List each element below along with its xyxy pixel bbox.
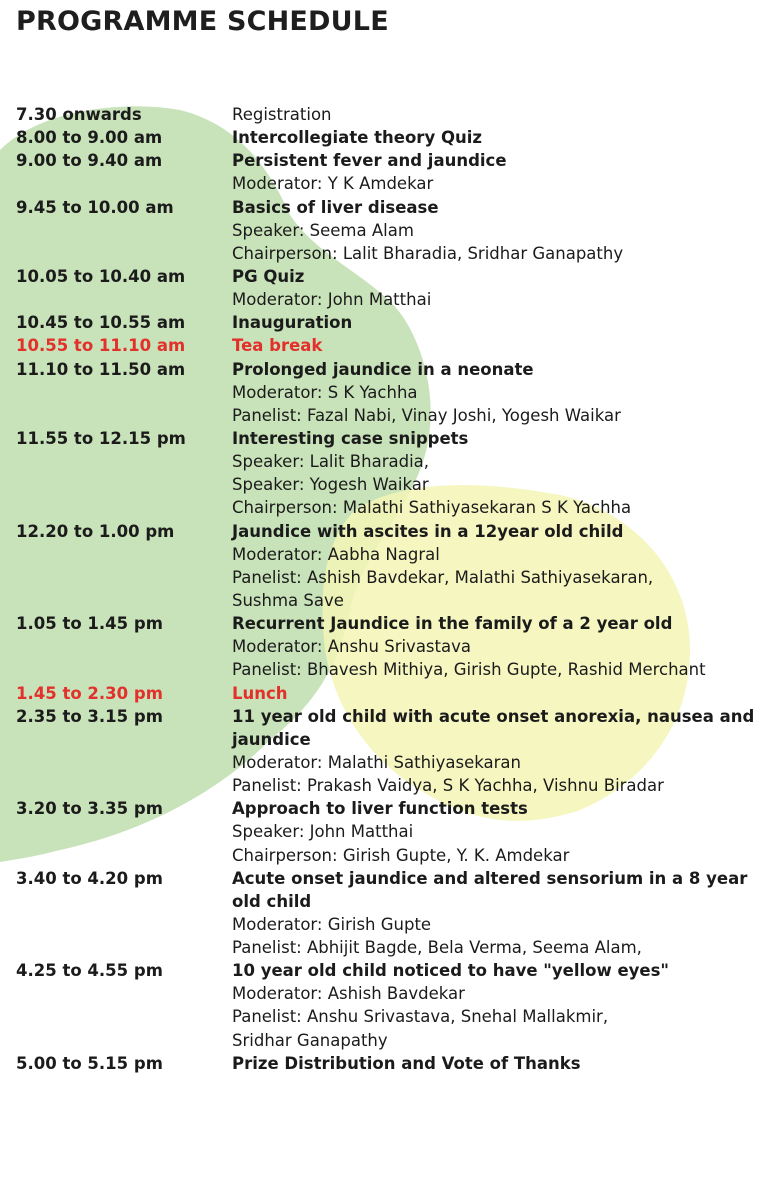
session-detail: Chairperson: Malathi Sathiyasekaran S K Yachha	[232, 498, 632, 518]
time-spacer	[0, 381, 232, 404]
schedule-item	[0, 126, 777, 149]
session-detail: Panelist: Ashish Bavdekar, Malathi Sathiyasekaran,	[232, 567, 654, 587]
schedule-time: 3.20 to 3.35 pm	[16, 799, 163, 819]
schedule-time: 9.45 to 10.00 am	[16, 197, 174, 217]
time-spacer	[0, 913, 232, 936]
time-spacer	[0, 450, 232, 473]
session-title: Registration	[232, 105, 332, 124]
time-spacer	[0, 288, 232, 311]
session-detail: Chairperson: Lalit Bharadia, Sridhar Ganapathy	[232, 243, 624, 263]
session-title: 11 year old child with acute onset anorexia, nausea and	[232, 706, 755, 726]
session-detail: Speaker: Yogesh Waikar	[232, 475, 429, 495]
schedule-item	[0, 959, 777, 1052]
time-spacer	[0, 751, 232, 774]
session-detail: Panelist: Prakash Vaidya, S K Yachha, Vishnu Biradar	[232, 776, 664, 796]
time-spacer	[0, 172, 232, 195]
session-title: Prize Distribution and Vote of Thanks	[232, 1053, 581, 1073]
session-detail: Moderator: Y K Amdekar	[232, 174, 434, 194]
schedule-item	[0, 520, 777, 613]
time-spacer	[0, 658, 232, 681]
time-spacer	[0, 774, 232, 797]
schedule-item	[0, 334, 777, 357]
time-spacer	[0, 219, 232, 242]
schedule-item	[0, 311, 777, 334]
time-spacer	[0, 635, 232, 658]
session-title: Persistent fever and jaundice	[232, 151, 507, 171]
schedule-time: 10.55 to 11.10 am	[16, 336, 186, 356]
session-detail: Sridhar Ganapathy	[232, 1030, 388, 1050]
session-title: Inauguration	[232, 313, 353, 333]
session-title: Recurrent Jaundice in the family of a 2 year old	[232, 614, 673, 634]
schedule-time: 10.05 to 10.40 am	[16, 266, 186, 286]
time-spacer	[0, 728, 232, 751]
session-detail: Panelist: Bhavesh Mithiya, Girish Gupte, Rashid Merchant	[232, 660, 706, 680]
time-spacer	[0, 242, 232, 265]
schedule-item	[0, 705, 777, 798]
schedule-time: 10.45 to 10.55 am	[16, 313, 186, 333]
session-detail: Panelist: Abhijit Bagde, Bela Verma, Seema Alam,	[232, 938, 642, 958]
session-detail: Moderator: Ashish Bavdekar	[232, 984, 465, 1004]
time-spacer	[0, 936, 232, 959]
session-detail: Moderator: Aabha Nagral	[232, 544, 440, 564]
schedule-item	[0, 358, 777, 427]
schedule-time: 8.00 to 9.00 am	[16, 128, 163, 148]
session-title: Interesting case snippets	[232, 428, 469, 448]
schedule-time: 1.05 to 1.45 pm	[16, 614, 163, 634]
time-spacer	[0, 1005, 232, 1028]
time-spacer	[0, 820, 232, 843]
schedule-item	[0, 196, 777, 265]
schedule-item	[0, 797, 777, 866]
time-spacer	[0, 844, 232, 867]
session-title: Jaundice with ascites in a 12year old child	[232, 521, 624, 541]
session-title: Intercollegiate theory Quiz	[232, 128, 482, 148]
schedule-item	[0, 867, 777, 960]
schedule-time: 11.10 to 11.50 am	[16, 359, 186, 379]
schedule-time: 9.00 to 9.40 am	[16, 151, 163, 171]
schedule-time: 2.35 to 3.15 pm	[16, 706, 163, 726]
session-detail: Sushma Save	[232, 590, 344, 610]
session-title: Acute onset jaundice and altered sensorium in a 8 year	[232, 868, 748, 888]
session-title: Lunch	[232, 683, 288, 703]
time-spacer	[0, 1029, 232, 1052]
time-spacer	[0, 890, 232, 913]
session-detail: Panelist: Fazal Nabi, Vinay Joshi, Yogesh Waikar	[232, 405, 621, 425]
schedule-item	[0, 1052, 777, 1075]
schedule-item	[0, 612, 777, 681]
session-detail: Moderator: Girish Gupte	[232, 914, 432, 934]
session-detail: Moderator: S K Yachha	[232, 382, 418, 402]
schedule-time: 1.45 to 2.30 pm	[16, 683, 163, 703]
time-spacer	[0, 566, 232, 589]
page-title: PROGRAMME SCHEDULE	[16, 6, 389, 37]
session-detail: Speaker: John Matthai	[232, 822, 414, 842]
session-detail: Chairperson: Girish Gupte, Y. K. Amdekar	[232, 845, 570, 865]
session-title-continued: old child	[232, 891, 312, 911]
schedule-item	[0, 427, 777, 520]
session-detail: Speaker: Seema Alam	[232, 220, 414, 240]
schedule-item	[0, 682, 777, 705]
session-detail: Panelist: Anshu Srivastava, Snehal Mallakmir,	[232, 1007, 609, 1027]
time-spacer	[0, 496, 232, 519]
schedule-list	[0, 103, 777, 1075]
session-detail: Moderator: Anshu Srivastava	[232, 637, 471, 657]
time-spacer	[0, 404, 232, 427]
session-title: PG Quiz	[232, 266, 305, 286]
session-title-continued: jaundice	[232, 729, 311, 749]
schedule-time: 3.40 to 4.20 pm	[16, 868, 163, 888]
schedule-time: 12.20 to 1.00 pm	[16, 521, 175, 541]
time-spacer	[0, 589, 232, 612]
schedule-time: 5.00 to 5.15 pm	[16, 1053, 163, 1073]
session-detail: Moderator: Malathi Sathiyasekaran	[232, 752, 521, 772]
session-title: 10 year old child noticed to have "yellow eyes"	[232, 961, 670, 981]
session-title: Basics of liver disease	[232, 197, 439, 217]
time-spacer	[0, 543, 232, 566]
session-title: Approach to liver function tests	[232, 799, 528, 819]
schedule-time: 7.30 onwards	[16, 105, 142, 124]
session-title: Tea break	[232, 336, 323, 356]
schedule-time: 11.55 to 12.15 pm	[16, 428, 186, 448]
time-spacer	[0, 473, 232, 496]
session-detail: Moderator: John Matthai	[232, 290, 432, 310]
schedule-item	[0, 149, 777, 195]
session-detail: Speaker: Lalit Bharadia,	[232, 452, 430, 472]
schedule-item	[0, 265, 777, 311]
schedule-item	[0, 103, 777, 126]
time-spacer	[0, 982, 232, 1005]
schedule-time: 4.25 to 4.55 pm	[16, 961, 163, 981]
session-title: Prolonged jaundice in a neonate	[232, 359, 534, 379]
